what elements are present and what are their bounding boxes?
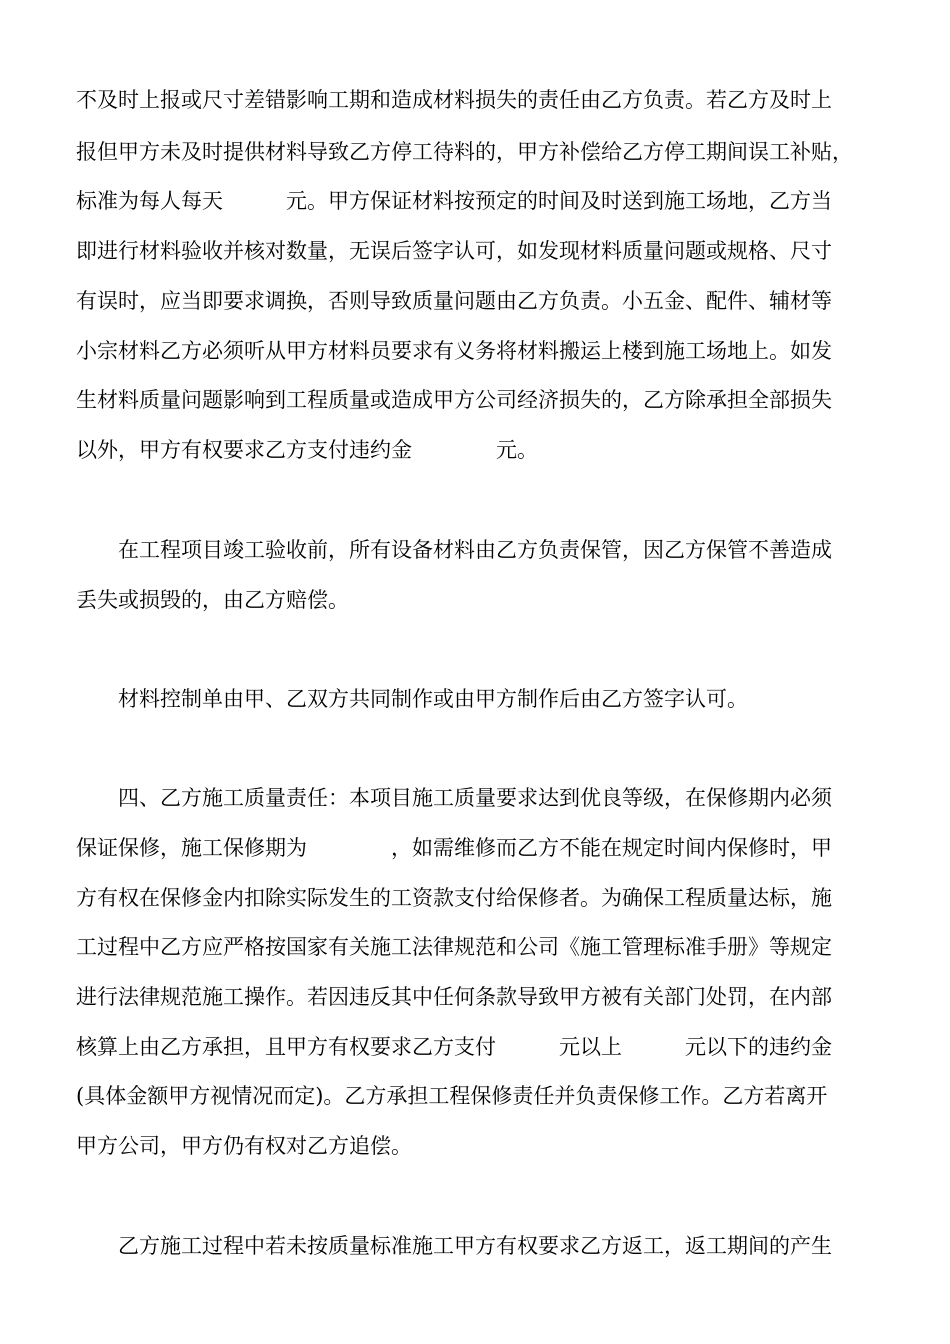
paragraph-line: 乙方施工过程中若未按质量标准施工甲方有权要求乙方返工，返工期间的产生 <box>118 1234 832 1258</box>
paragraph-line: (具体金额甲方视情况而定)。乙方承担工程保修责任并负责保修工作。乙方若离开 <box>76 1084 828 1108</box>
paragraph-line: 在工程项目竣工验收前，所有设备材料由乙方负责保管，因乙方保管不善造成 <box>118 538 832 562</box>
paragraph-line: 核算上由乙方承担，且甲方有权要求乙方支付 元以上 元以下的违约金 <box>76 1035 832 1059</box>
paragraph-line: 丢失或损毁的，由乙方赔偿。 <box>76 588 349 612</box>
paragraph-line: 不及时上报或尺寸差错影响工期和造成材料损失的责任由乙方负责。若乙方及时上 <box>76 88 832 112</box>
paragraph-line: 保证保修，施工保修期为 ，如需维修而乙方不能在规定时间内保修时，甲 <box>76 836 832 860</box>
paragraph-line: 进行法律规范施工操作。若因违反其中任何条款导致甲方被有关部门处罚，在内部 <box>76 985 832 1009</box>
paragraph-line: 材料控制单由甲、乙双方共同制作或由甲方制作后由乙方签字认可。 <box>118 687 748 711</box>
paragraph-line: 报但甲方未及时提供材料导致乙方停工待料的，甲方补偿给乙方停工期间误工补贴， <box>76 140 853 164</box>
paragraph-line: 以外，甲方有权要求乙方支付违约金 元。 <box>76 438 538 462</box>
paragraph-line: 方有权在保修金内扣除实际发生的工资款支付给保修者。为确保工程质量达标，施 <box>76 886 832 910</box>
paragraph-line: 有误时，应当即要求调换，否则导致质量问题由乙方负责。小五金、配件、辅材等 <box>76 289 832 313</box>
paragraph-line: 即进行材料验收并核对数量，无误后签字认可，如发现材料质量问题或规格、尺寸 <box>76 239 832 263</box>
section-heading-line: 四、乙方施工质量责任：本项目施工质量要求达到优良等级，在保修期内必须 <box>118 786 832 810</box>
paragraph-line: 生材料质量问题影响到工程质量或造成甲方公司经济损失的，乙方除承担全部损失 <box>76 388 832 412</box>
paragraph-line: 小宗材料乙方必须听从甲方材料员要求有义务将材料搬运上楼到施工场地上。如发 <box>76 339 832 363</box>
paragraph-line: 甲方公司，甲方仍有权对乙方追偿。 <box>76 1134 412 1158</box>
paragraph-line: 工过程中乙方应严格按国家有关施工法律规范和公司《施工管理标准手册》等规定 <box>76 935 832 959</box>
paragraph-line: 标准为每人每天 元。甲方保证材料按预定的时间及时送到施工场地，乙方当 <box>76 189 832 213</box>
